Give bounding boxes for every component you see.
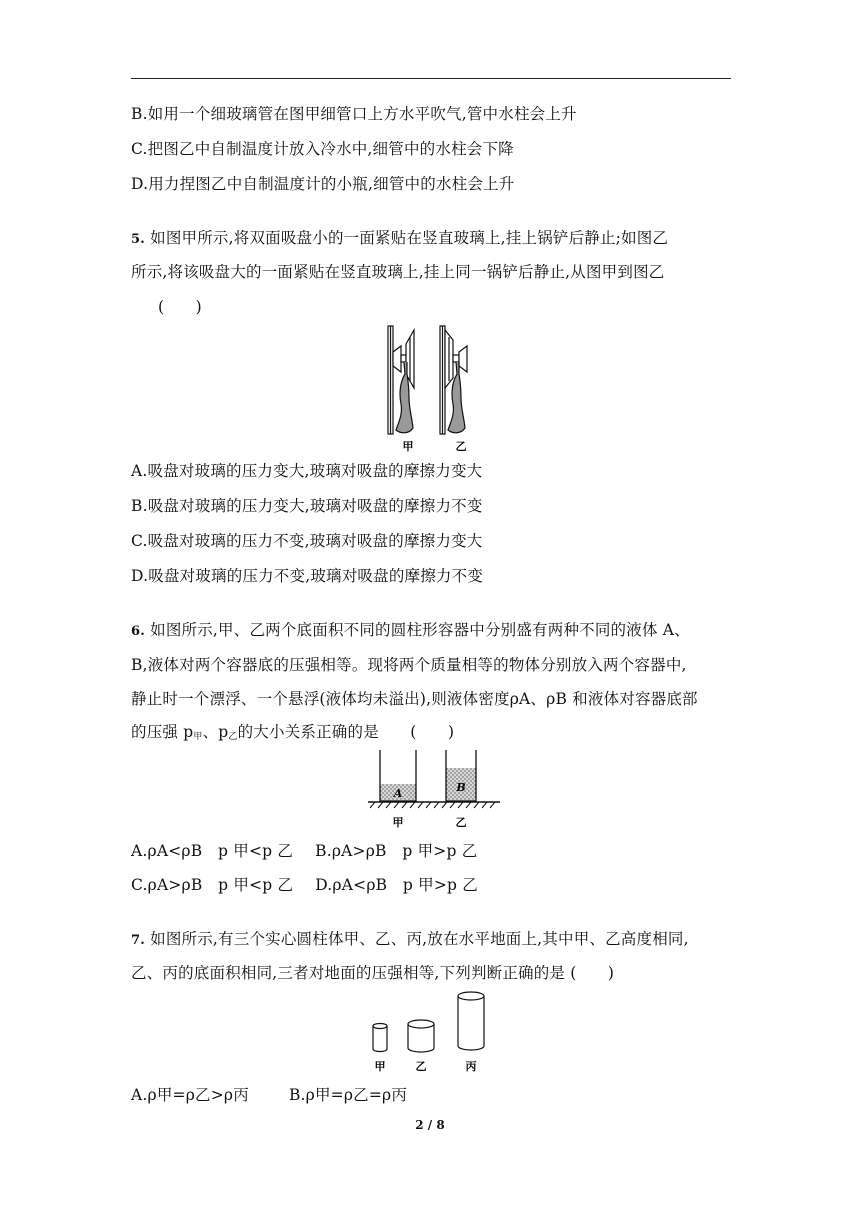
q6-line4 (131, 722, 454, 747)
q7-label-jia: 甲 (374, 1060, 386, 1073)
q6-option-d: D.ρA<ρB p 甲>p 乙 (315, 876, 479, 894)
option-c-prev: C.把图乙中自制温度计放入冷水中,细管中的水柱会下降 (131, 140, 514, 158)
q6-liquid-label-b: B (456, 781, 466, 794)
q6-container-yi (446, 750, 476, 801)
q6-liquid-label-a: A (393, 787, 403, 800)
q6-line2: B,液体对两个容器底的压强相等。现将两个质量相等的物体分别放入两个容器中, (131, 656, 687, 674)
q6-text-1: 如图所示,甲、乙两个底面积不同的圆柱形容器中分别盛有两种不同的液体 A、 (150, 621, 690, 639)
q5-figure (378, 322, 488, 454)
q6-label-yi: 乙 (455, 816, 467, 829)
q6-text-4a: 的压强 p (131, 723, 194, 741)
q5-option-c: C.吸盘对玻璃的压力不变,玻璃对吸盘的摩擦力变大 (131, 532, 483, 550)
q5-option-d: D.吸盘对玻璃的压力不变,玻璃对吸盘的摩擦力不变 (131, 567, 484, 585)
q7-cylinder-bing (458, 992, 484, 1050)
q6-option-a: A.ρA<ρB p 甲<p 乙 (131, 842, 294, 860)
q7-line2: 乙、丙的底面积相同,三者对地面的压强相等,下列判断正确的是 ( ) (131, 964, 615, 982)
q6-container-jia (380, 750, 416, 801)
q5-line2: 所示,将该吸盘大的一面紧贴在竖直玻璃上,挂上同一锅铲后静止,从图甲到图乙 (131, 263, 665, 281)
q6-number: 6. (131, 624, 145, 639)
q7-label-bing: 丙 (465, 1060, 477, 1073)
q5-label-yi: 乙 (455, 440, 467, 453)
q7-cylinder-jia (373, 1024, 387, 1052)
q5-figure-jia (388, 326, 414, 434)
q6-sub-jia: 甲 (193, 732, 203, 742)
q6-text-4b: 、p (202, 723, 229, 741)
option-b-prev: B.如用一个细玻璃管在图甲细管口上方水平吹气,管中水柱会上升 (131, 105, 577, 123)
q7-figure (364, 988, 494, 1078)
q5-text-1: 如图甲所示,将双面吸盘小的一面紧贴在竖直玻璃上,挂上锅铲后静止;如图乙 (150, 229, 669, 247)
q5-number: 5. (131, 232, 145, 247)
q7-option-b: B.ρ甲=ρ乙=ρ丙 (288, 1086, 408, 1104)
q5-option-b: B.吸盘对玻璃的压力变大,玻璃对吸盘的摩擦力不变 (131, 497, 483, 515)
page-number: 2 / 8 (415, 1118, 445, 1132)
q6-sub-yi: 乙 (228, 732, 238, 742)
q6-option-b: B.ρA>ρB p 甲>p 乙 (315, 842, 478, 860)
q5-option-a: A.吸盘对玻璃的压力变大,玻璃对吸盘的摩擦力变大 (131, 462, 483, 480)
q6-line3: 静止时一个漂浮、一个悬浮(液体均未溢出),则液体密度ρA、ρB 和液体对容器底部 (131, 690, 698, 708)
q7-options-ab (131, 1085, 407, 1105)
q5-figure-yi (440, 326, 467, 434)
q6-options-cd (131, 875, 478, 895)
q6-ground (368, 802, 500, 808)
q7-label-yi: 乙 (415, 1060, 427, 1073)
q5-label-jia: 甲 (402, 440, 414, 453)
header-rule (131, 78, 731, 79)
q6-line1 (131, 620, 690, 642)
q6-text-4c: 的大小关系正确的是 ( ) (237, 723, 455, 741)
q7-cylinder-yi (408, 1020, 434, 1052)
option-d-prev: D.用力捏图乙中自制温度计的小瓶,细管中的水柱会上升 (131, 175, 515, 193)
q7-text-1: 如图所示,有三个实心圆柱体甲、乙、丙,放在水平地面上,其中甲、乙高度相同, (150, 930, 689, 948)
q5-answer-blank: ( ) (158, 298, 202, 316)
q6-label-jia: 甲 (392, 816, 404, 829)
q7-number: 7. (131, 933, 145, 948)
q5-line1 (131, 228, 668, 250)
q7-option-a: A.ρ甲=ρ乙>ρ丙 (131, 1086, 249, 1104)
q7-line1 (131, 929, 689, 951)
q6-options-ab (131, 841, 477, 861)
q6-option-c: C.ρA>ρB p 甲<p 乙 (131, 876, 294, 894)
q6-figure (366, 748, 502, 832)
